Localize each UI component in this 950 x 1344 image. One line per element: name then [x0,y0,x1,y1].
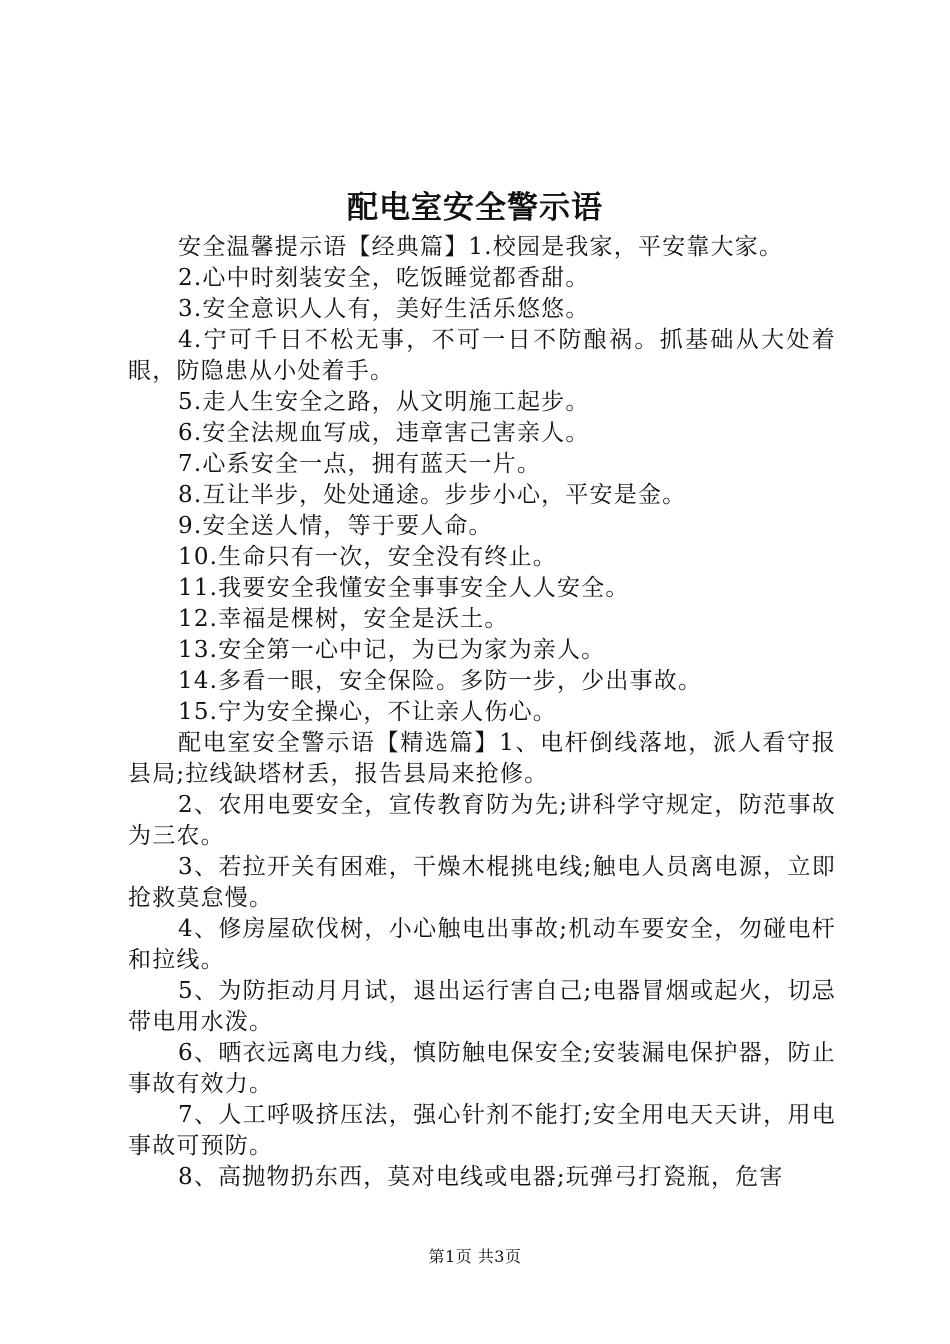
paragraph: 配电室安全警示语【精选篇】1、电杆倒线落地，派人看守报县局;拉线缺塔材丢，报告县局来抢修。 [128,730,836,787]
paragraph: 6、晒衣远离电力线，慎防触电保安全;安装漏电保护器，防止事故有效力。 [128,1040,836,1097]
paragraph: 8、高抛物扔东西，莫对电线或电器;玩弹弓打瓷瓶，危害 [178,1164,784,1190]
paragraph: 14.多看一眼，安全保险。多防一步，少出事故。 [178,668,703,694]
paragraph: 9.安全送人情，等于要人命。 [178,513,493,539]
document-title: 配电室安全警示语 [347,190,603,226]
paragraph: 15.宁为安全操心，不让亲人伤心。 [178,699,557,725]
paragraph: 3、若拉开关有困难，干燥木棍挑电线;触电人员离电源，立即抢救莫怠慢。 [128,854,836,911]
paragraph: 12.幸福是棵树，安全是沃土。 [178,606,509,632]
paragraph: 6.安全法规血写成，违章害己害亲人。 [178,420,590,446]
paragraph: 4.宁可千日不松无事，不可一日不防酿祸。抓基础从大处着眼，防隐患从小处着手。 [128,327,836,384]
paragraph: 5、为防拒动月月试，退出运行害自己;电器冒烟或起火，切忌带电用水泼。 [128,978,836,1035]
paragraph: 4、修房屋砍伐树，小心触电出事故;机动车要安全，勿碰电杆和拉线。 [128,916,836,973]
paragraph: 8.互让半步，处处通途。步步小心，平安是金。 [178,482,687,508]
paragraph: 2.心中时刻装安全，吃饭睡觉都香甜。 [178,265,590,291]
paragraph: 10.生命只有一次，安全没有终止。 [178,544,557,570]
document-body [128,232,836,1193]
paragraph: 11.我要安全我懂安全事事安全人人安全。 [178,575,630,601]
paragraph: 7.心系安全一点，拥有蓝天一片。 [178,451,542,477]
paragraph: 3.安全意识人人有，美好生活乐悠悠。 [178,296,590,322]
paragraph: 5.走人生安全之路，从文明施工起步。 [178,389,590,415]
paragraph: 13.安全第一心中记，为已为家为亲人。 [178,637,606,663]
paragraph: 安全温馨提示语【经典篇】1.校园是我家，平安靠大家。 [178,234,784,260]
paragraph: 7、人工呼吸挤压法，强心针剂不能打;安全用电天天讲，用电事故可预防。 [128,1102,836,1159]
page-footer: 第1页 共3页 [428,1247,522,1266]
paragraph: 2、农用电要安全，宣传教育防为先;讲科学守规定，防范事故为三农。 [128,792,836,849]
